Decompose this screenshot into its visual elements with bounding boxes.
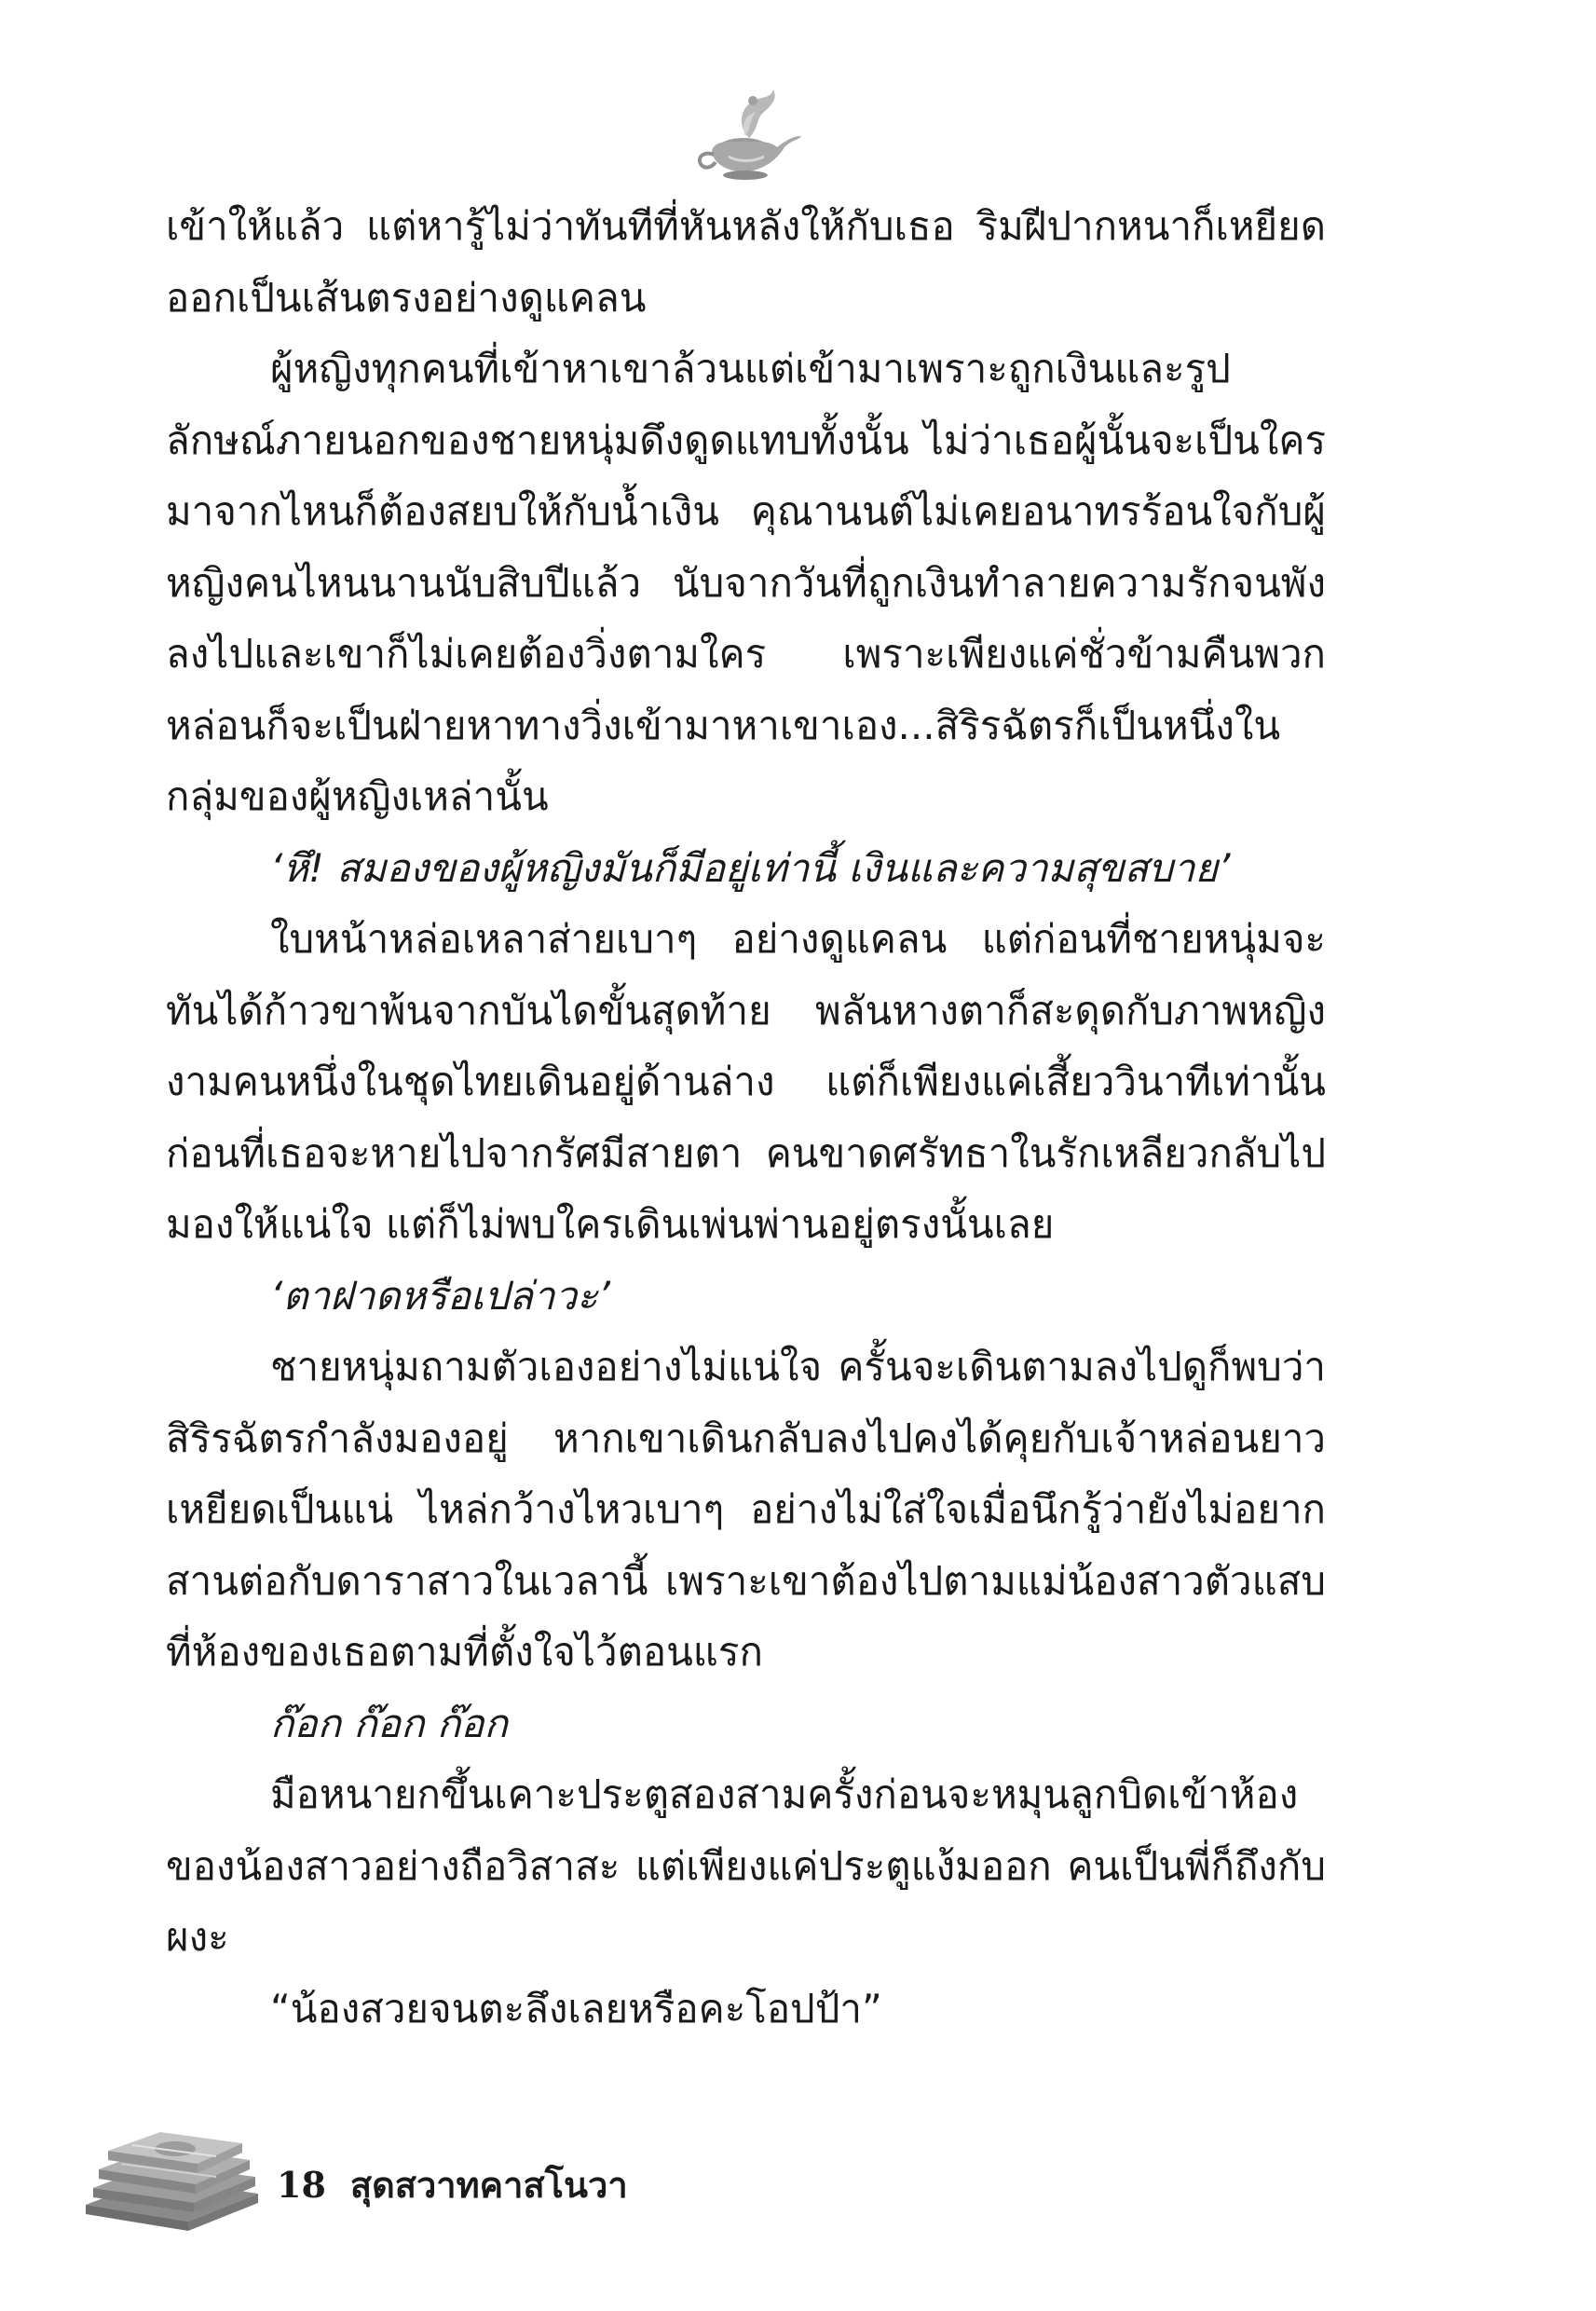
paragraph: เข้าให้แล้ว แต่หารู้ไม่ว่าทันทีที่หันหลังให้กับเธอ ริมฝีปากหนาก็เหยียดออกเป็นเส้นตรงอย่างดูแคลน [166, 203, 1326, 321]
body-text [166, 191, 1326, 2044]
thought-paragraph: ‘หึ! สมองของผู้หญิงมันก็มีอยู่เท่านี้ เงินและความสุขสบาย’ [270, 844, 1231, 891]
money-stack-icon [76, 2102, 263, 2233]
paragraph: ผู้หญิงทุกคนที่เข้าหาเขาล้วนแต่เข้ามาเพราะถูกเงินและรูปลักษณ์ภายนอกของชายหนุ่มดึงดูดแทบทั้งนั้น ไม่ว่าเธอผู้นั้นจะเป็นใครมาจากไหนก็ต้องสยบให้กับน้ำเงิน คุณานนต์ไม่เคยอนาทรร้อนใจกับผู้หญิงคนไหนนานนับสิบปีแล้ว นับจากวันที่ถูกเงินทำลายความรักจนพังลงไปและเขาก็ไม่เคยต้องวิ่งตามใคร เพราะเพียงแค่ชั่วข้ามคืนพวกหล่อนก็จะเป็นฝ่ายหาทางวิ่งเข้ามาหาเขาเอง...สิริรฉัตรก็เป็นหนึ่งในกลุ่มของผู้หญิงเหล่านั้น [166, 346, 1326, 819]
page-number: 18 [277, 2164, 326, 2206]
footer-label [277, 2156, 628, 2213]
paragraph: มือหนายกขึ้นเคาะประตูสองสามครั้งก่อนจะหมุนลูกบิดเข้าห้องของน้องสาวอย่างถือวิสาสะ แต่เพียงแค่ประตูแง้มออก คนเป็นพี่ก็ถึงกับผงะ [166, 1771, 1326, 1960]
paragraph: ชายหนุ่มถามตัวเองอย่างไม่แน่ใจ ครั้นจะเดินตามลงไปดูก็พบว่าสิริรฉัตรกำลังมองอยู่ หากเขาเดินกลับลงไปคงได้คุยกับเจ้าหล่อนยาวเหยียดเป็นแน่ ไหล่กว้างไหวเบาๆ อย่างไม่ใส่ใจเมื่อนึกรู้ว่ายังไม่อยากสานต่อกับดาราสาวในเวลานี้ เพราะเขาต้องไปตามแม่น้องสาวตัวแสบที่ห้องของเธอตามที่ตั้งใจไว้ตอนแรก [166, 1344, 1326, 1675]
book-title: สุดสวาทคาสโนวา [349, 2165, 628, 2206]
paragraph: “น้องสวยจนตะลึงเลยหรือคะโอปป้า” [270, 1985, 882, 2031]
thought-paragraph: ก๊อก ก๊อก ก๊อก [270, 1700, 508, 1746]
page-footer [76, 2102, 729, 2242]
magic-lamp-icon [691, 82, 803, 185]
thought-paragraph: ‘ตาฝาดหรือเปล่าวะ’ [270, 1272, 610, 1319]
paragraph: ใบหน้าหล่อเหลาส่ายเบาๆ อย่างดูแคลน แต่ก่อนที่ชายหนุ่มจะทันได้ก้าวขาพ้นจากบันไดขั้นสุดท้าย พลันหางตาก็สะดุดกับภาพหญิงงามคนหนึ่งในชุดไทยเดินอยู่ด้านล่าง แต่ก็เพียงแค่เสี้ยววินาทีเท่านั้นก่อนที่เธอจะหายไปจากรัศมีสายตา คนขาดศรัทธาในรักเหลียวกลับไปมองให้แน่ใจ แต่ก็ไม่พบใครเดินเพ่นพ่านอยู่ตรงนั้นเลย [166, 916, 1326, 1247]
